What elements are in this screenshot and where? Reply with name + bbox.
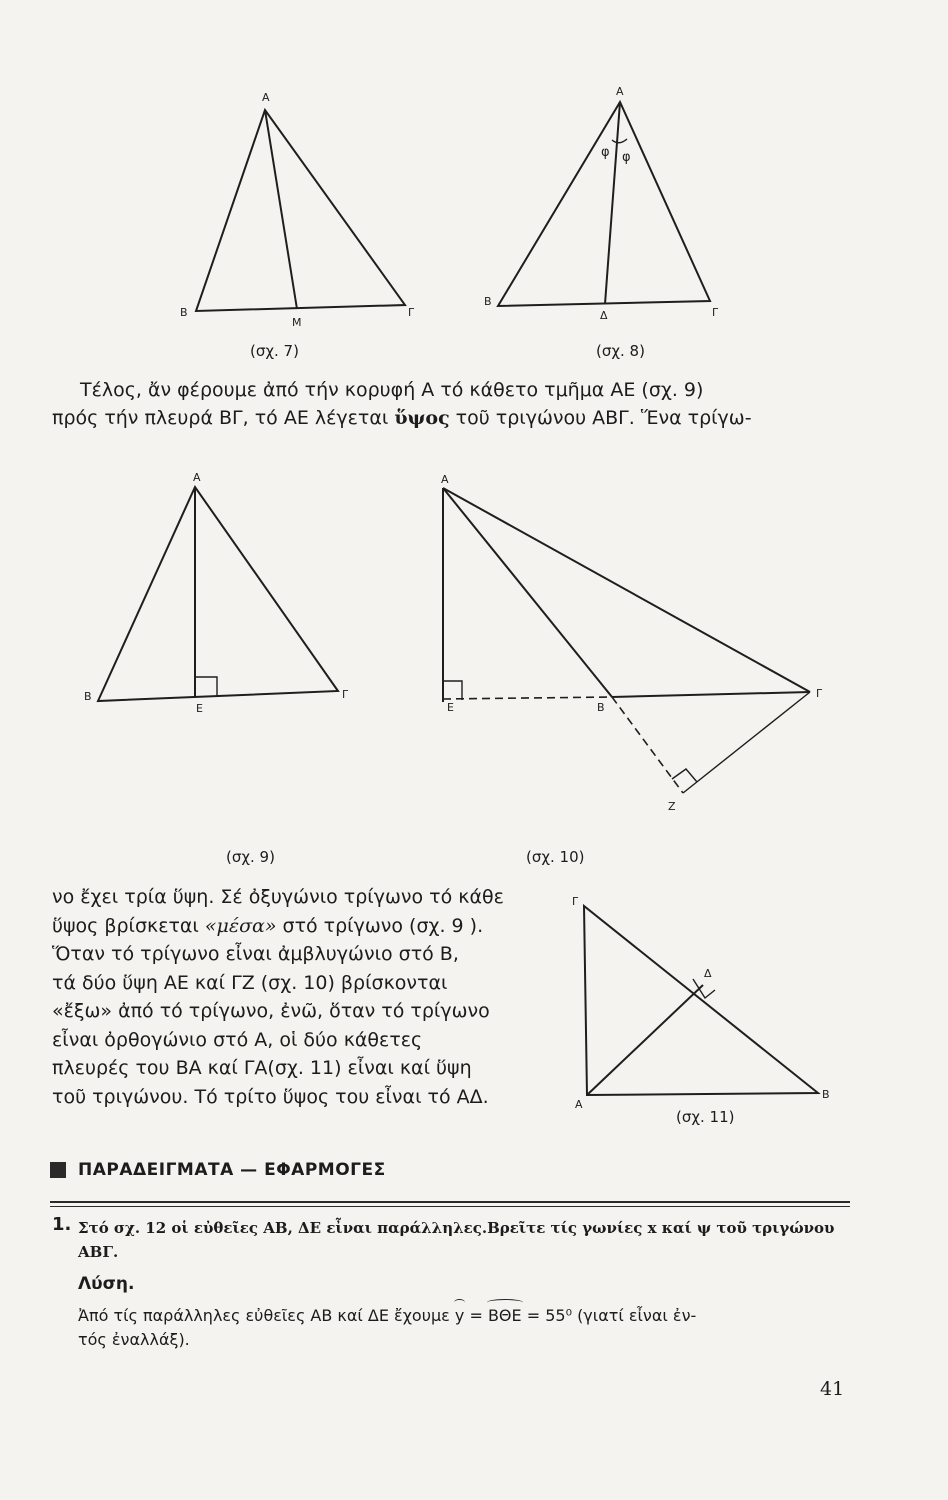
term-mesa: «μέσα» bbox=[204, 914, 277, 937]
page-number: 41 bbox=[820, 1378, 845, 1400]
fig10-label-g: Γ bbox=[816, 687, 823, 700]
term-ypsos: ὕψος bbox=[394, 407, 450, 429]
paragraph-2-line-1: νο ἔχει τρία ὕψη. Σέ ὀξυγώνιο τρίγωνο τό κάθε bbox=[52, 886, 504, 908]
fig7-label-g: Γ bbox=[408, 306, 415, 319]
answer-equals: = bbox=[464, 1306, 488, 1325]
figure-11-caption: (σχ. 11) bbox=[676, 1108, 735, 1126]
fig8-label-g: Γ bbox=[712, 306, 719, 319]
example-1-question bbox=[78, 1216, 834, 1264]
example-1-solution-label: Λύση. bbox=[78, 1274, 135, 1294]
fig10-label-e: E bbox=[447, 701, 454, 714]
paragraph-2-line-2 bbox=[52, 912, 562, 941]
paragraph-2 bbox=[52, 883, 562, 1111]
paragraph-1-line-2-a: πρός τήν πλευρά ΒΓ, τό AE λέγεται bbox=[52, 407, 395, 429]
figure-9-triangle bbox=[84, 471, 349, 715]
fig10-label-z: Z bbox=[668, 800, 676, 813]
figure-7-triangle bbox=[180, 91, 415, 329]
fig9-label-b: B bbox=[84, 690, 92, 703]
paragraph-1-line-1: Τέλος, ἄν φέρουμε ἀπό τήν κορυφή A τό κάθετο τμῆμα AE (σχ. 9) bbox=[80, 379, 704, 401]
paragraph-2-line-4: τά δύο ὕψη AE καί ΓΖ (σχ. 10) βρίσκονται bbox=[52, 971, 448, 994]
fig7-label-b: B bbox=[180, 306, 188, 319]
angle-bthe: BΘE bbox=[488, 1304, 522, 1328]
section-square-icon bbox=[50, 1162, 66, 1178]
fig8-label-b: B bbox=[484, 295, 492, 308]
fig11-label-d: Δ bbox=[704, 967, 712, 980]
figure-8-caption: (σχ. 8) bbox=[596, 342, 645, 360]
fig9-label-g: Γ bbox=[342, 688, 349, 701]
fig8-angle-phi-left: φ bbox=[601, 145, 610, 160]
section-header bbox=[50, 1160, 386, 1180]
fig10-label-b: B bbox=[597, 701, 605, 714]
example-1-answer bbox=[78, 1304, 696, 1352]
figure-11-triangle bbox=[572, 895, 830, 1111]
paragraph-2-line-3: Ὅταν τό τρίγωνο εἶναι ἀμβλυγώνιο στό Β, bbox=[52, 943, 459, 965]
figure-9-caption: (σχ. 9) bbox=[226, 848, 275, 866]
angle-y: y bbox=[455, 1304, 464, 1328]
example-1-number: 1. bbox=[52, 1214, 72, 1235]
fig8-label-a: A bbox=[616, 85, 624, 98]
paragraph-2-line-5: «ἔξω» ἀπό τό τρίγωνο, ἐνῶ, ὅταν τό τρίγωνο bbox=[52, 1000, 490, 1022]
paragraph-1-line-2-c: τοῦ τριγώνου ΑΒΓ. Ἕνα τρίγω- bbox=[449, 407, 752, 429]
figure-10-triangle bbox=[441, 473, 823, 813]
paragraph-2-line-8: τοῦ τριγώνου. Τό τρίτο ὕψος του εἶναι τό ΑΔ. bbox=[52, 1085, 489, 1108]
example-1-question-line-1: Στό σχ. 12 οἱ εὐθεῖες ΑΒ, ΔΕ εἶναι παράλληλες.Βρεῖτε τίς γωνίες x καί ψ τοῦ τριγώνου bbox=[78, 1219, 835, 1237]
paragraph-2-line-6: εἶναι ὀρθογώνιο στό A, οἱ δύο κάθετες bbox=[52, 1028, 423, 1051]
fig8-label-d: Δ bbox=[600, 309, 608, 322]
example-1-question-line-2: ΑΒΓ. bbox=[78, 1243, 119, 1261]
fig10-label-a: A bbox=[441, 473, 449, 486]
fig9-label-e: E bbox=[196, 702, 203, 715]
example-1-answer-line-2: τός ἐναλλάξ). bbox=[78, 1330, 190, 1349]
paragraph-1-line-2 bbox=[52, 404, 752, 432]
paragraph-2-line-2-c: στό τρίγωνο (σχ. 9 ). bbox=[276, 914, 484, 937]
figure-7-caption: (σχ. 7) bbox=[250, 342, 299, 360]
fig9-label-a: A bbox=[193, 471, 201, 484]
section-rule-bottom bbox=[50, 1206, 850, 1207]
fig11-label-b: B bbox=[822, 1088, 830, 1101]
fig11-label-a: A bbox=[575, 1098, 583, 1111]
fig11-label-g: Γ bbox=[572, 895, 579, 908]
example-1-answer-line-1 bbox=[78, 1304, 696, 1328]
answer-post: = 55⁰ (γιατί εἶναι ἐν- bbox=[521, 1306, 697, 1325]
fig7-label-a: A bbox=[262, 91, 270, 104]
section-rule-top bbox=[50, 1201, 850, 1203]
figure-8-triangle bbox=[484, 85, 719, 322]
section-title: ΠΑΡΑΔΕΙΓΜΑΤΑ — ΕΦΑΡΜΟΓΕΣ bbox=[78, 1160, 386, 1180]
answer-pre: Ἀπό τίς παράλληλες εὐθεῖες AB καί ΔE ἔχουμε bbox=[78, 1306, 455, 1325]
paragraph-2-line-2-a: ὕψος βρίσκεται bbox=[52, 914, 205, 937]
figure-10-caption: (σχ. 10) bbox=[526, 848, 585, 866]
fig7-label-m: M bbox=[292, 316, 302, 329]
fig8-angle-phi-right: φ bbox=[622, 150, 631, 165]
paragraph-2-line-7: πλευρές του BA καί ΓΑ(σχ. 11) εἶναι καί ὕψη bbox=[52, 1057, 472, 1079]
